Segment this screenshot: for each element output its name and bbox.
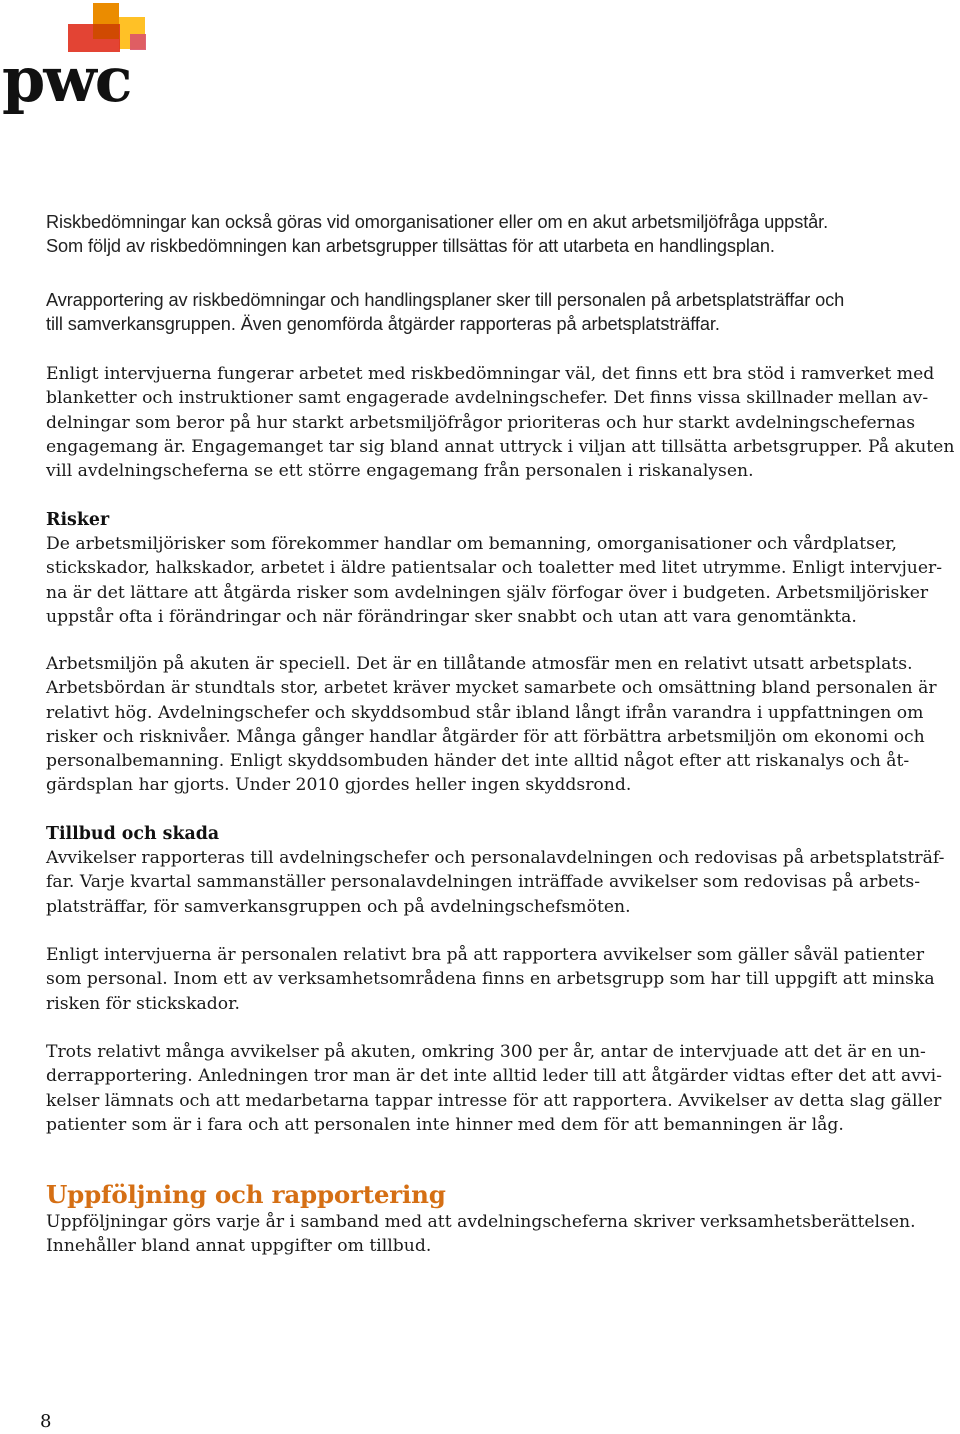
text-line: kelser lämnats och att medarbetarna tappar intresse för att rapportera. Avvikelser av detta slag gäller [46, 1090, 942, 1111]
paragraph-riskbedomning [46, 210, 958, 259]
paragraph-uppfoljningar [46, 1210, 958, 1259]
text-line: Avrapportering av riskbedömningar och handlingsplaner sker till personalen på arbetsplatsträffar och [46, 290, 845, 310]
paragraph-underrapportering [46, 1040, 958, 1137]
text-line: platsträffar, för samverkansgruppen och på avdelningschefsmöten. [46, 896, 631, 917]
text-line: relativt hög. Avdelningschefer och skyddsombud står ibland långt ifrån varandra i uppfattningen om [46, 702, 924, 723]
text-line: personalbemanning. Enligt skyddsombuden händer det inte alltid något efter att riskanalys och åt- [46, 751, 910, 772]
text-line: risken för stickskador. [46, 993, 240, 1014]
paragraph-intervjuer [46, 362, 958, 483]
paragraph-akuten [46, 652, 958, 798]
heading-risker: Risker [46, 510, 110, 530]
text-line: som personal. Inom ett av verksamhetsområdena finns en arbetsgrupp som har till uppgift att minska [46, 969, 935, 990]
text-line: patienter som är i fara och att personalen inte hinner med dem för att bemanningen är låg. [46, 1114, 844, 1135]
text-line: Trots relativt många avvikelser på akuten, omkring 300 per år, antar de intervjuade att det är en un- [46, 1042, 926, 1062]
text-line: risker och risknivåer. Många gånger handlar åtgärder för att förbättra arbetsmiljön om ekonomi och [46, 726, 925, 747]
text-line: Uppföljningar görs varje år i samband med att avdelningscheferna skriver verksamhetsberättelsen. [46, 1212, 916, 1232]
text-line: na är det lättare att åtgärda risker som avdelningen själv förfogar över i budgeten. Arbetsmiljörisker [46, 582, 929, 603]
text-line: Arbetsmiljön på akuten är speciell. Det är en tillåtande atmosfär men en relativt utsatt arbetsplats. [46, 654, 913, 674]
heading-uppfoljning-och-rapportering: Uppföljning och rapportering [46, 1180, 446, 1209]
logo-block-pink [130, 34, 146, 50]
logo-block-overlay [93, 24, 119, 39]
text-line: delningar som beror på hur starkt arbetsmiljöfrågor prioriteras och hur starkt avdelningschefernas [46, 412, 916, 433]
page-number: 8 [40, 1411, 52, 1432]
paragraph-avrapportering [46, 288, 958, 337]
text-line: Avvikelser rapporteras till avdelningschefer och personalavdelningen och redovisas på arbetsplatsträf- [46, 848, 945, 868]
text-line: gärdsplan har gjorts. Under 2010 gjordes heller ingen skyddsrond. [46, 775, 632, 796]
text-line: stickskador, halkskador, arbetet i äldre patientsalar och toaletter med litet utrymme. Enligt intervjuer- [46, 558, 943, 579]
text-line: derrapportering. Anledningen tror man är det inte alltid leder till att åtgärder vidtas efter det att avvi- [46, 1066, 942, 1087]
text-line: till samverkansgruppen. Även genomförda åtgärder rapporteras på arbetsplatsträffar. [46, 314, 720, 335]
text-line: uppstår ofta i förändringar och när förändringar sker snabbt och utan att vara genomtänkta. [46, 606, 857, 627]
text-line: Enligt intervjuerna är personalen relativt bra på att rapportera avvikelser som gäller såväl patienter [46, 945, 925, 965]
logo-wordmark: pwc [2, 43, 131, 116]
text-line: Riskbedömningar kan också göras vid omorganisationer eller om en akut arbetsmiljöfråga uppstår. [46, 212, 829, 232]
text-line: De arbetsmiljörisker som förekommer handlar om bemanning, omorganisationer och vårdplatser, [46, 534, 897, 554]
text-line: Enligt intervjuerna fungerar arbetet med riskbedömningar väl, det finns ett bra stöd i ramverket med [46, 364, 935, 384]
text-line: engagemang är. Engagemanget tar sig bland annat uttryck i viljan att tillsätta arbetsgrupper. På akuten [46, 436, 955, 457]
paragraph-avvikelser [46, 846, 958, 919]
text-line: vill avdelningscheferna se ett större engagemang från personalen i riskanalysen. [46, 461, 754, 482]
heading-tillbud-och-skada: Tillbud och skada [46, 824, 220, 844]
paragraph-rapportering-personal [46, 943, 958, 1016]
text-line: far. Varje kvartal sammanställer personalavdelningen inträffade avvikelser som redovisas på arbets- [46, 872, 921, 893]
pwc-logo [0, 0, 150, 118]
text-line: Som följd av riskbedömningen kan arbetsgrupper tillsättas för att utarbeta en handlingsplan. [46, 236, 775, 257]
text-line: Innehåller bland annat uppgifter om tillbud. [46, 1236, 432, 1257]
text-line: blanketter och instruktioner samt engagerade avdelningschefer. Det finns vissa skillnader mellan av- [46, 388, 929, 409]
text-line: Arbetsbördan är stundtals stor, arbetet kräver mycket samarbete och omsättning bland personalen är [46, 678, 937, 699]
paragraph-arbetsmiljorisker [46, 532, 958, 629]
